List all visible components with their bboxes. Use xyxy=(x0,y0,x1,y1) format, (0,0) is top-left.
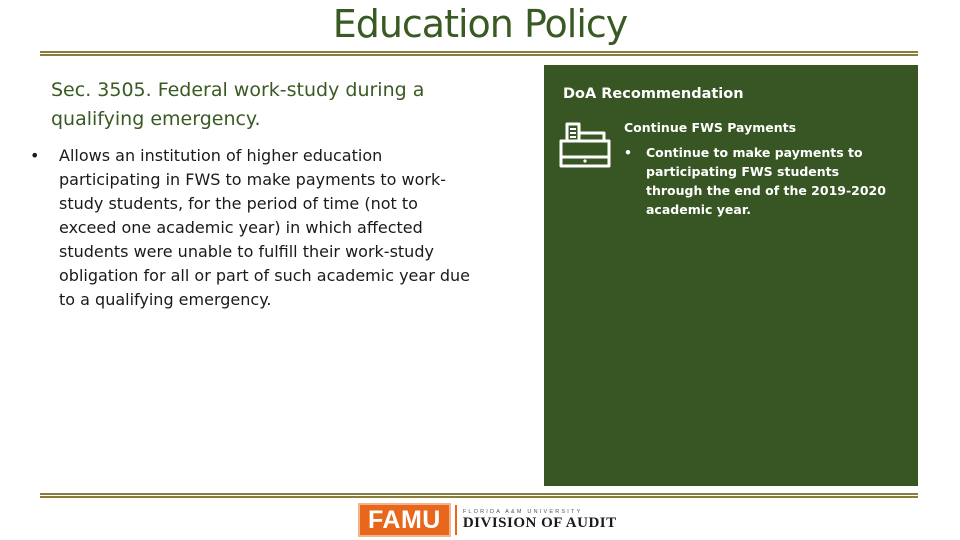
bullet-marker: • xyxy=(30,146,40,165)
section-bullet-list xyxy=(30,144,480,312)
panel-bullet-list xyxy=(624,143,894,219)
logo-divider xyxy=(455,505,457,535)
list-item xyxy=(624,143,894,219)
famu-audit-logo xyxy=(358,504,617,536)
cash-register-icon xyxy=(558,121,612,169)
recommendation-panel xyxy=(544,65,918,486)
logo-text xyxy=(463,509,617,531)
slide-title: Education Policy xyxy=(332,2,628,46)
panel-subtitle: Continue FWS Payments xyxy=(624,120,797,135)
section-heading: Sec. 3505. Federal work-study during a qualifying emergency. xyxy=(51,79,425,130)
division-name: DIVISION OF AUDIT xyxy=(462,515,617,531)
famu-logo-mark: FAMU xyxy=(358,503,451,537)
top-divider xyxy=(40,51,918,56)
panel-title: DoA Recommendation xyxy=(563,86,744,102)
university-name: FLORIDA A&M UNIVERSITY xyxy=(462,509,583,515)
bottom-divider xyxy=(40,493,918,498)
bullet-marker: • xyxy=(624,145,632,160)
list-item xyxy=(30,144,480,312)
list-item-text: Allows an institution of higher education participating in FWS to make payments to work-study students, for the period of time (not to exceed one academic year) in which affected students were unable to fulfill their work-study obligation for all or part of such academic year due to a qualifying emergency. xyxy=(59,146,470,309)
list-item-text: Continue to make payments to participating FWS students through the end of the 2019-2020 academic year. xyxy=(646,145,886,217)
